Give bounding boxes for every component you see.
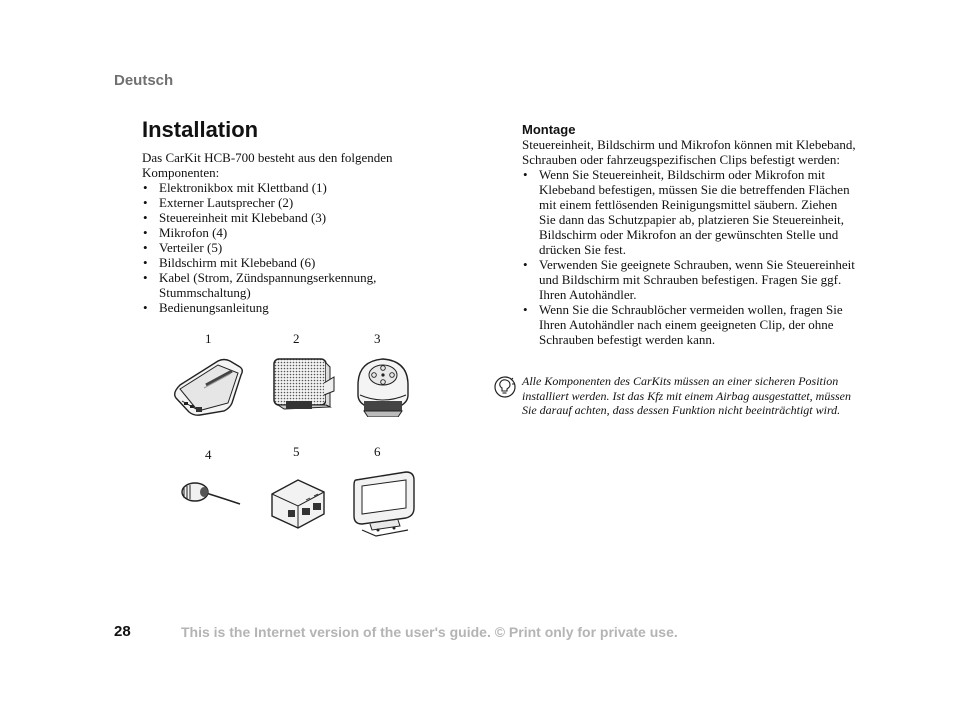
components-list xyxy=(142,180,432,315)
control-unit-illustration xyxy=(354,355,412,417)
section-label: Deutsch xyxy=(114,72,174,89)
figure-label-1: 1 xyxy=(205,331,212,346)
electronics-box-illustration xyxy=(170,355,246,417)
list-item: • Externer Lautsprecher (2) xyxy=(142,195,432,210)
list-item: • Mikrofon (4) xyxy=(142,225,432,240)
components-column xyxy=(142,150,432,315)
mounting-list xyxy=(522,167,857,347)
figure-label-6: 6 xyxy=(374,444,381,459)
list-item: • Elektronikbox mit Klettband (1) xyxy=(142,180,432,195)
list-item: • Kabel (Strom, Zündspannungserkennung, Stummschaltung) xyxy=(142,270,432,300)
mounting-intro: Steuereinheit, Bildschirm und Mikrofon können mit Klebeband, Schrauben oder fahrzeugspezifischen Clips befestigt werden: xyxy=(522,137,856,167)
page-title: Installation xyxy=(142,117,259,142)
list-item: • Verwenden Sie geeignete Schrauben, wenn Sie Steuereinheit und Bildschirm mit Schrauben befestigen. Fragen Sie ggf. Ihren Autohändler. xyxy=(522,257,857,302)
display-illustration xyxy=(350,468,418,538)
page-number: 28 xyxy=(114,623,131,640)
lightbulb-tip-icon xyxy=(494,376,516,398)
list-item: • Wenn Sie Steuereinheit, Bildschirm oder Mikrofon mit Klebeband befestigen, müssen Sie die betreffenden Flächen mit einem fettlösenden Reinigungsmittel säubern. Ziehen Sie dann das Schutzpapier ab, platzieren Sie Steuereinheit, Bildschirm oder Mikrofon an der gewünschten Stelle und drücken Sie fest. xyxy=(522,167,857,257)
distributor-illustration xyxy=(266,472,330,530)
figure-label-4: 4 xyxy=(205,447,212,462)
list-item: • Verteiler (5) xyxy=(142,240,432,255)
components-intro: Das CarKit HCB-700 besteht aus den folgenden Komponenten: xyxy=(142,150,393,180)
external-speaker-illustration xyxy=(268,355,336,415)
figure-label-3: 3 xyxy=(374,331,381,346)
safety-note-text: Alle Komponenten des CarKits müssen an einer sicheren Position installiert werden. Ist das Kfz mit einem Airbag ausgestattet, müssen Sie darauf achten, dass dessen Funktion nicht beeinträchtigt wird. xyxy=(522,374,851,417)
list-item: • Wenn Sie die Schraublöcher vermeiden wollen, fragen Sie Ihren Autohändler nach einem geeigneten Clip, der ohne Schrauben befestigt werden kann. xyxy=(522,302,857,347)
list-item: • Bedienungsanleitung xyxy=(142,300,432,315)
microphone-illustration xyxy=(178,478,244,508)
footer-notice: This is the Internet version of the user's guide. © Print only for private use. xyxy=(181,624,678,640)
figure-label-2: 2 xyxy=(293,331,300,346)
mounting-column xyxy=(522,122,857,347)
list-item: • Bildschirm mit Klebeband (6) xyxy=(142,255,432,270)
mounting-heading: Montage xyxy=(522,122,576,137)
list-item: • Steuereinheit mit Klebeband (3) xyxy=(142,210,432,225)
figure-label-5: 5 xyxy=(293,444,300,459)
